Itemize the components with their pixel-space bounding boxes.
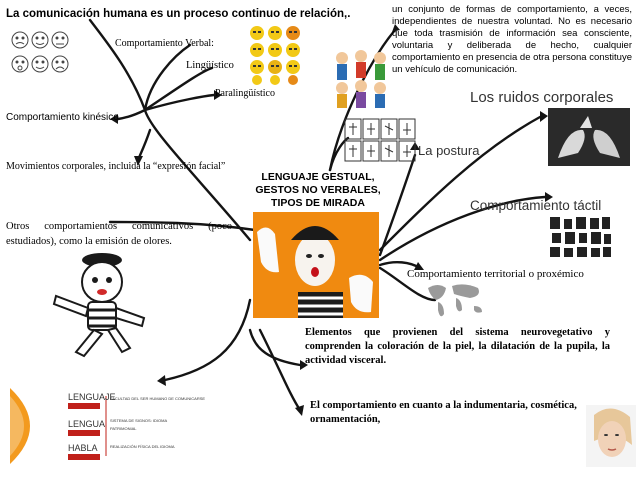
label-comportamiento-tactil: Comportamiento táctil: [470, 198, 602, 213]
chart-lengua: LENGUA: [68, 419, 106, 429]
label-movimientos-corporales: Movimientos corporales, incluida la “expresión facial”: [6, 161, 226, 172]
people-gestures-icon: [330, 48, 392, 110]
chart-habla: HABLA: [68, 443, 98, 453]
label-paralinguistico: Paralingüístico: [215, 88, 275, 99]
label-linguistico: Lingüístico: [186, 60, 234, 71]
label-ruidos-corporales: Los ruidos corporales: [470, 89, 614, 106]
label-indumentaria: El comportamiento en cuanto a la indumentaria, cosmética, ornamentación,: [310, 400, 577, 425]
hands-photo: [548, 108, 630, 166]
woman-face-photo: [586, 405, 636, 467]
posture-figures-icon: [344, 118, 416, 162]
label-comportamiento-kinesico: Comportamiento kinésico: [6, 112, 119, 123]
chart-item-facultad: FACULTAD DEL SER HUMANO DE COMUNICARSE: [110, 396, 206, 401]
chart-item-realizacion: REALIZACIÓN FÍSICA DEL IDIOMA: [110, 444, 175, 449]
label-definicion: un conjunto de formas de comportamiento, a veces, independientes de nuestra voluntad. No es necesario que toda trasmisión de información sea consciente, voluntaria y deliberada de hecho, cualquier comportamiento en presencia de otra persona constituye un vehículo de comunicación.: [392, 4, 632, 75]
label-postura: La postura: [418, 143, 480, 158]
label-comportamiento-territorial: Comportamiento territorial o proxémico: [407, 268, 584, 280]
lenguaje-chart: [10, 388, 206, 464]
center-topic: LENGUAJE GESTUAL, GESTOS NO VERBALES, TIPOS DE MIRADA: [255, 171, 381, 209]
cartoon-mime-icon: [46, 248, 150, 358]
label-comportamiento-verbal: Comportamiento Verbal:: [115, 38, 214, 49]
label-elementos-neurovegetativo: Elementos que provienen del sistema neurovegetativo y comprenden la coloración de la piel, la dilatación de la pupila, la actividad visceral.: [305, 327, 610, 366]
mime-photo: [253, 212, 379, 318]
tactile-hands-icon: [548, 215, 612, 259]
chart-item-patrimonial: PATRIMONIAL: [110, 426, 137, 431]
emoji-grid-icon: [248, 24, 304, 86]
chart-item-sistema: SISTEMA DE SIGNOS: IDIOMA: [110, 418, 168, 423]
label-otros-comportamientos: Otros comportamientos comunicativos (poco estudiados), como la emisión de olores.: [6, 221, 232, 247]
chart-lenguaje: LENGUAJE: [68, 392, 116, 402]
main-title: La comunicación humana es un proceso continuo de relación,.: [6, 8, 351, 20]
world-map-icon: [424, 280, 488, 322]
face-expressions-icon: [8, 28, 70, 78]
